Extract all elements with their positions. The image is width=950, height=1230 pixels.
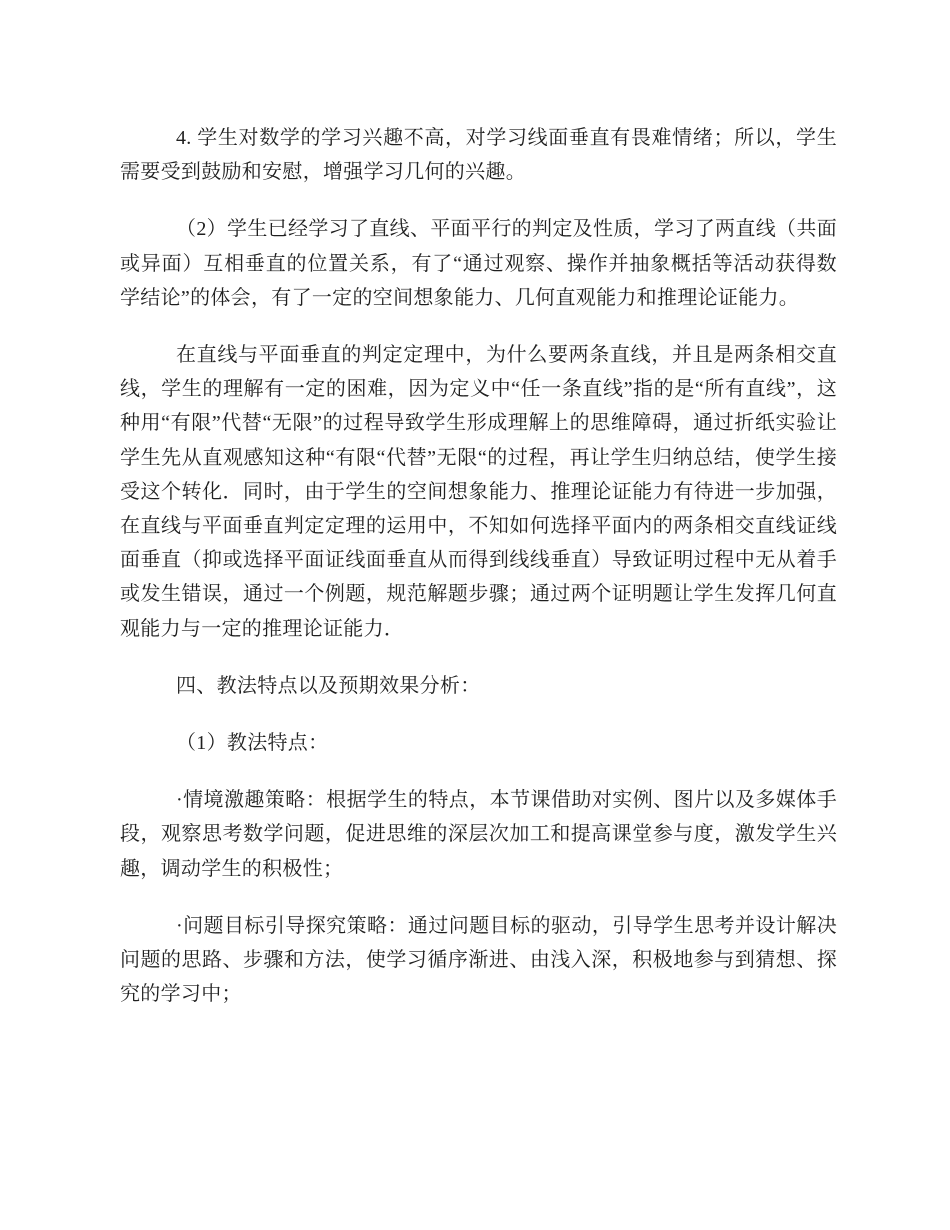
bullet-situational-interest-strategy: ·情境激趣策略：根据学生的特点，本节课借助对实例、图片以及多媒体手段，观察思考数学问题，促进思维的深层次加工和提高课堂参与度，激发学生兴趣，调动学生的积极性；: [120, 789, 837, 880]
paragraph-difficulty-analysis: 在直线与平面垂直的判定定理中，为什么要两条直线，并且是两条相交直线，学生的理解有一定的困难，因为定义中“任一条直线”指的是“所有直线”，这种用“有限”代替“无限”的过程导致学生形成理解上的思维障碍，通过折纸实验让学生先从直观感知这种“有限“代替”无限“的过程，再让学生归纳总结，使学生接受这个转化．同时，由于学生的空间想象能力、推理论证能力有待进一步加强，在直线与平面垂直判定定理的运用中，不知如何选择平面内的两条相交直线证线面垂直（抑或选择平面证线面垂直从而得到线线垂直）导致证明过程中无从着手或发生错误，通过一个例题，规范解题步骤；通过两个证明题让学生发挥几何直观能力与一定的推理论证能力．: [120, 344, 837, 640]
bullet-problem-goal-inquiry-strategy: ·问题目标引导探究策略：通过问题目标的驱动，引导学生思考并设计解决问题的思路、步骤和方法，使学习循序渐进、由浅入深，积极地参与到猜想、探究的学习中；: [120, 914, 837, 1006]
subheading-teaching-method-features: （1）教法特点：: [176, 732, 329, 755]
heading-section-four-teaching-methods: 四、教法特点以及预期效果分析：: [176, 674, 481, 697]
paragraph-student-interest: 4. 学生对数学的学习兴趣不高，对学习线面垂直有畏难情绪；所以，学生需要受到鼓励和安慰，增强学习几何的兴趣。: [120, 127, 837, 184]
paragraph-prior-knowledge: （2）学生已经学习了直线、平面平行的判定及性质，学习了两直线（共面或异面）互相垂直的位置关系，有了“通过观察、操作并抽象概括等活动获得数学结论”的体会，有了一定的空间想象能力、几何直观能力和推理论证能力。: [120, 218, 837, 309]
